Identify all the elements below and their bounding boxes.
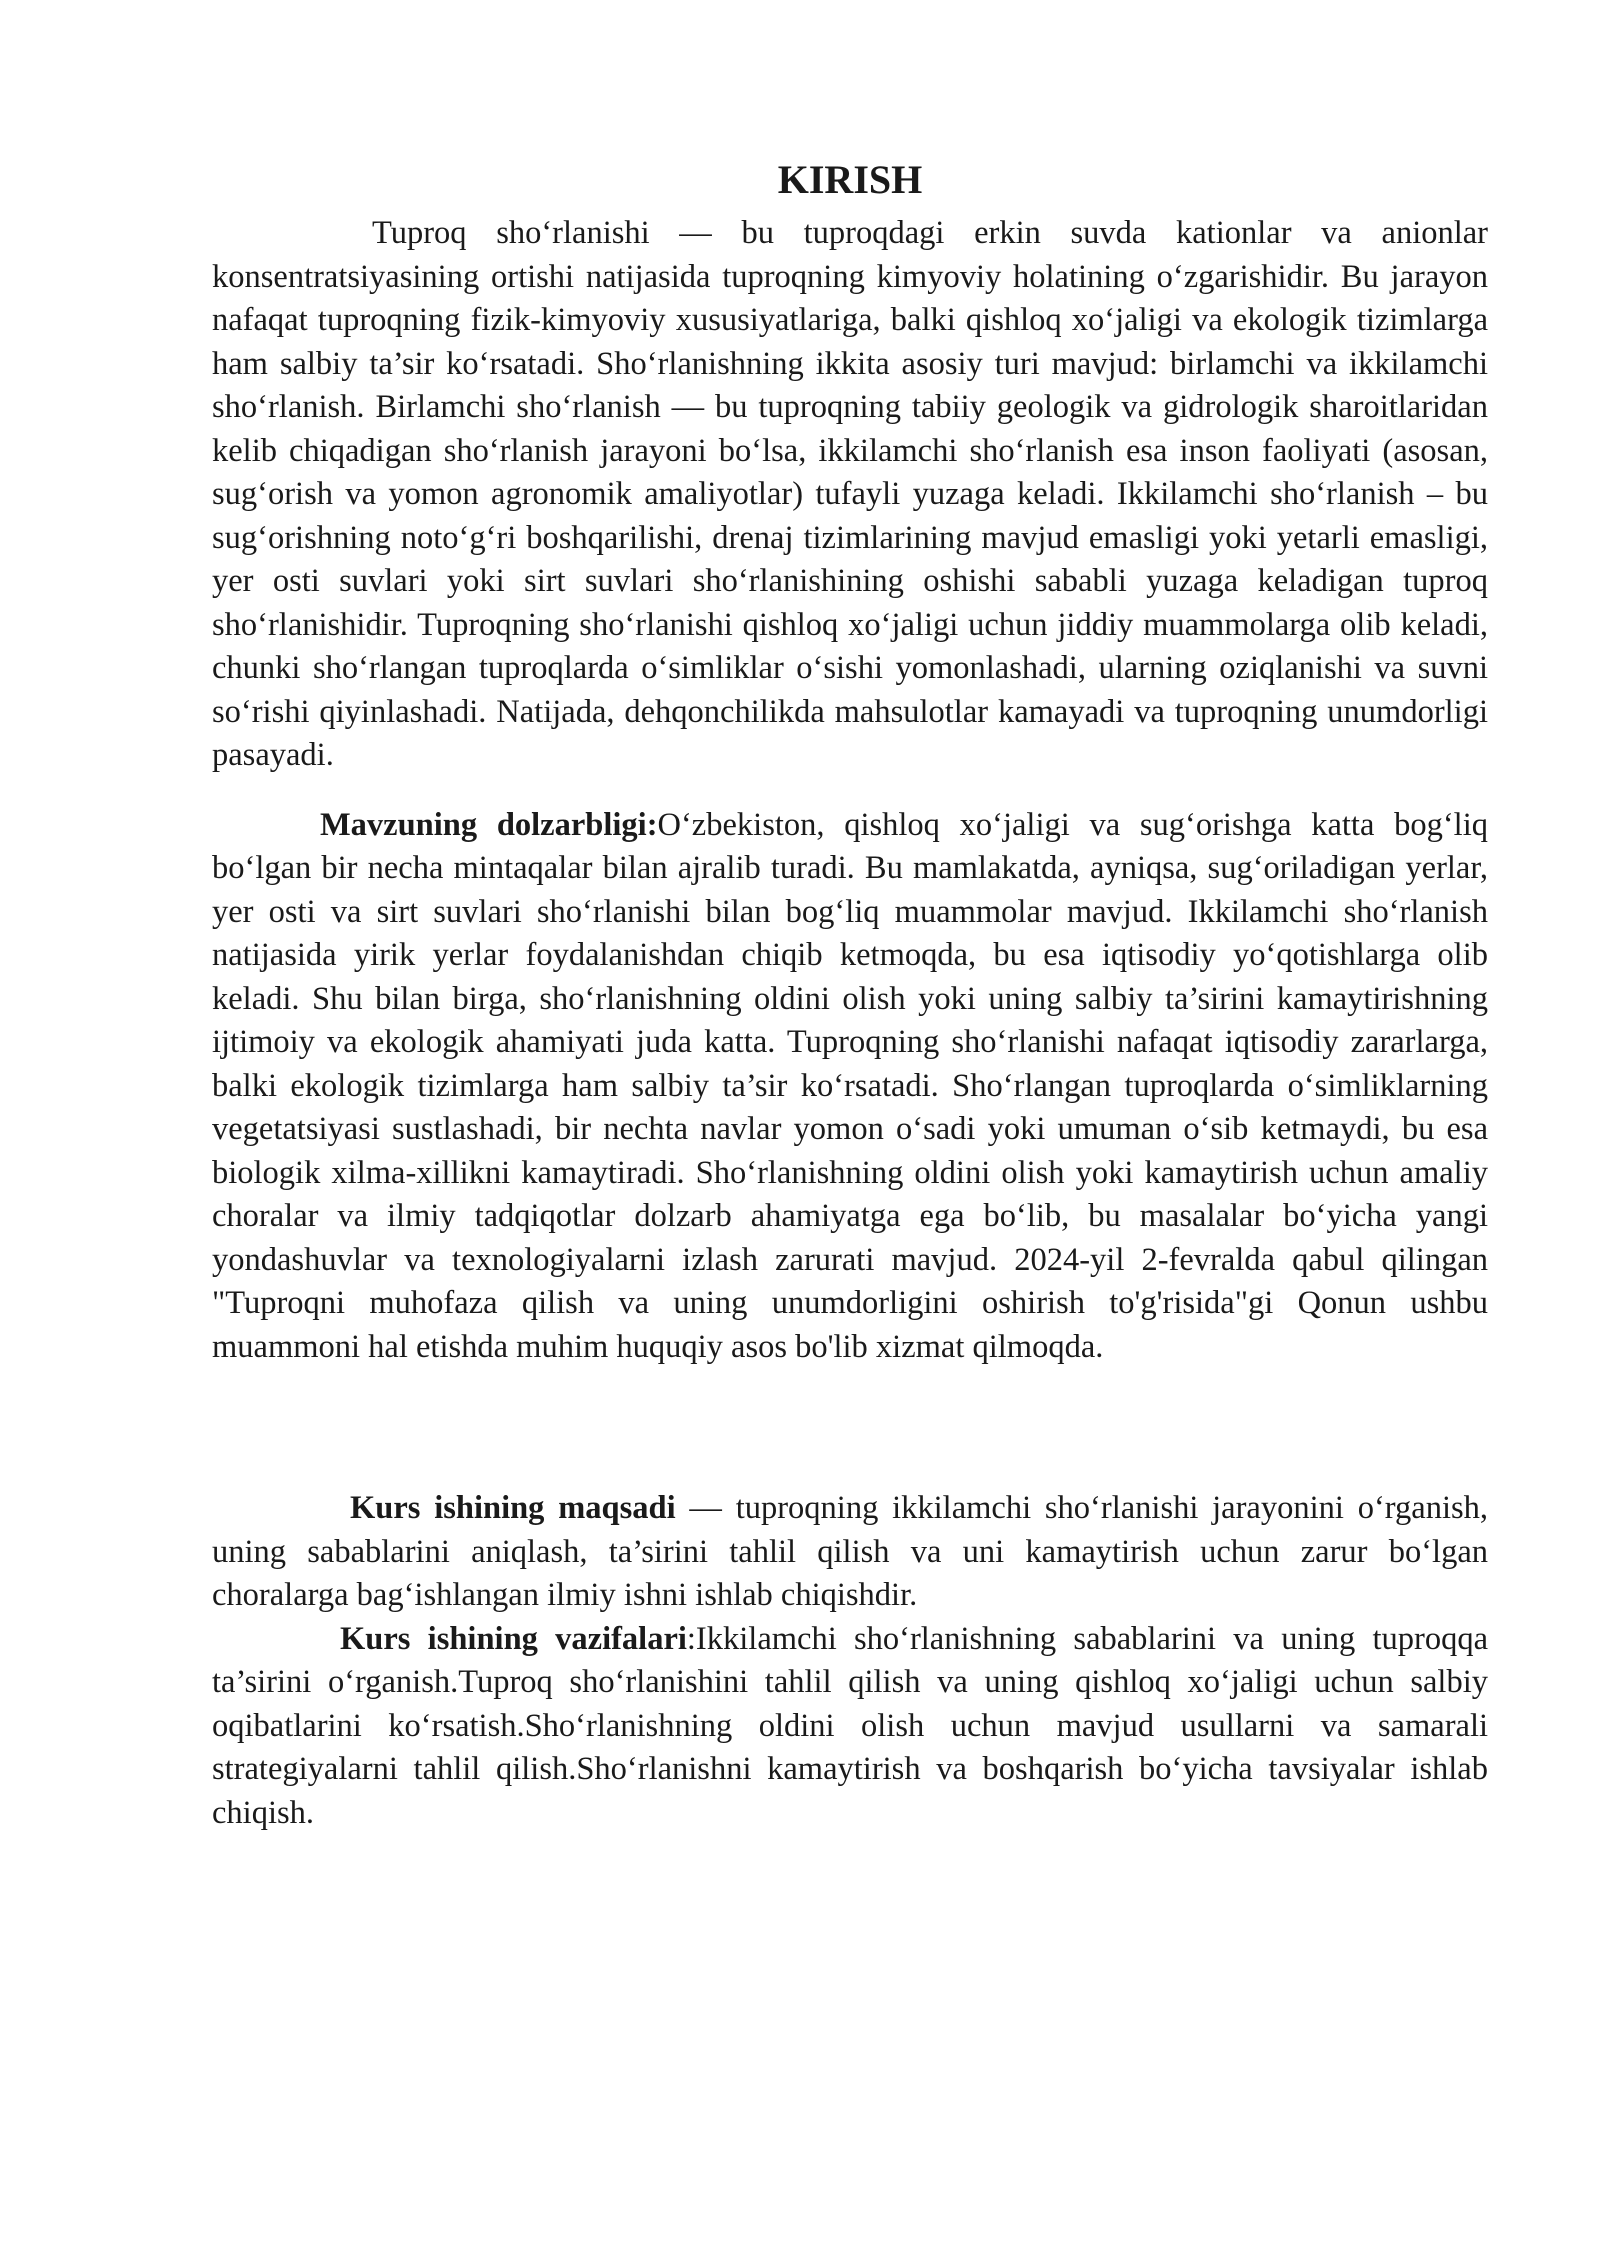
- relevance-heading: Mavzuning dolzarbligi:: [320, 806, 658, 843]
- document-page: [212, 150, 1488, 1835]
- goal-text: — tuproqning ikkilamchi sho‘rlanishi jarayonini o‘rganish, uning sabablarini aniqlash, ta’sirini tahlil qilish va uni kamaytirish uchun zarur bo‘lgan choralarga bag‘ishlangan ilmiy ishni ishlab chiqishdir.: [212, 1490, 1488, 1613]
- intro-paragraph: Tuproq sho‘rlanishi — bu tuproqdagi erkin suvda kationlar va anionlar konsentratsiyasining ortishi natijasida tuproqning kimyoviy holatining o‘zgarishidir. Bu jarayon nafaqat tuproqning fizik-kimyoviy xususiyatlariga, balki qishloq xo‘jaligi va ekologik tizimlarga ham salbiy ta’sir ko‘rsatadi. Sho‘rlanishning ikkita asosiy turi mavjud: birlamchi va ikkilamchi sho‘rlanish. Birlamchi sho‘rlanish — bu tuproqning tabiiy geologik va gidrologik sharoitlaridan kelib chiqadigan sho‘rlanish jarayoni bo‘lsa, ikkilamchi sho‘rlanish esa inson faoliyati (asosan, sug‘orish va yomon agronomik amaliyotlar) tufayli yuzaga keladi. Ikkilamchi sho‘rlanish – bu sug‘orishning noto‘g‘ri boshqarilishi, drenaj tizimlarining mavjud emasligi yoki yetarli emasligi, yer osti suvlari yoki sirt suvlari sho‘rlanishining oshishi sababli yuzaga keladigan tuproq sho‘rlanishidir. Tuproqning sho‘rlanishi qishloq xo‘jaligi uchun jiddiy muammolarga olib keladi, chunki sho‘rlangan tuproqlarda o‘simliklar o‘sishi yomonlashadi, ularning oziqlanishi va suvni so‘rishi qiyinlashadi. Natijada, dehqonchilikda mahsulotlar kamayadi va tuproqning unumdorligi pasayadi.: [212, 215, 1488, 773]
- tasks-paragraph: [212, 1618, 1488, 1836]
- relevance-text: O‘zbekiston, qishloq xo‘jaligi va sug‘orishga katta bog‘liq bo‘lgan bir necha mintaqalar bilan ajralib turadi. Bu mamlakatda, ayniqsa, sug‘oriladigan yerlar, yer osti va sirt suvlari sho‘rlanishi bilan bog‘liq muammolar mavjud. Ikkilamchi sho‘rlanish natijasida yirik yerlar foydalanishdan chiqib ketmoqda, bu esa iqtisodiy yo‘qotishlarga olib keladi. Shu bilan birga, sho‘rlanishning oldini olish yoki uning salbiy ta’sirini kamaytirishning ijtimoiy va ekologik ahamiyati juda katta. Tuproqning sho‘rlanishi nafaqat iqtisodiy zararlarga, balki ekologik tizimlarga ham salbiy ta’sir ko‘rsatadi. Sho‘rlangan tuproqlarda o‘simliklarning vegetatsiyasi sustlashadi, bir nechta navlar yomon o‘sadi yoki umuman o‘sib ketmaydi, bu esa biologik xilma-xillikni kamaytiradi. Sho‘rlanishning oldini olish yoki kamaytirish uchun amaliy choralar va ilmiy tadqiqotlar dolzarb ahamiyatga ega bo‘lib, bu masalalar bo‘yicha yangi yondashuvlar va texnologiyalarni izlash zarurati mavjud. 2024-yil 2-fevralda qabul qilingan "Tuproqni muhofaza qilish va uning unumdorligini oshirish to'g'risida"gi Qonun ushbu muammoni hal etishda muhim huquqiy asos bo'lib xizmat qilmoqda.: [212, 806, 1488, 1365]
- tasks-heading: Kurs ishining vazifalari: [340, 1620, 687, 1657]
- goal-heading: Kurs ishining maqsadi: [350, 1490, 676, 1526]
- relevance-paragraph: [212, 804, 1488, 1370]
- tasks-text: :Ikkilamchi sho‘rlanishning sabablarini va uning tuproqqa ta’sirini o‘rganish.Tuproq sho‘rlanishini tahlil qilish va uning qishloq xo‘jaligi uchun salbiy oqibatlarini ko‘rsatish.Sho‘rlanishning oldini olish uchun mavjud usullarni va samarali strategiyalarni tahlil qilish.Sho‘rlanishni kamaytirish va boshqarish bo‘yicha tavsiyalar ishlab chiqish.: [212, 1620, 1488, 1831]
- page-title: KIRISH: [777, 157, 923, 202]
- goal-paragraph: [212, 1487, 1488, 1618]
